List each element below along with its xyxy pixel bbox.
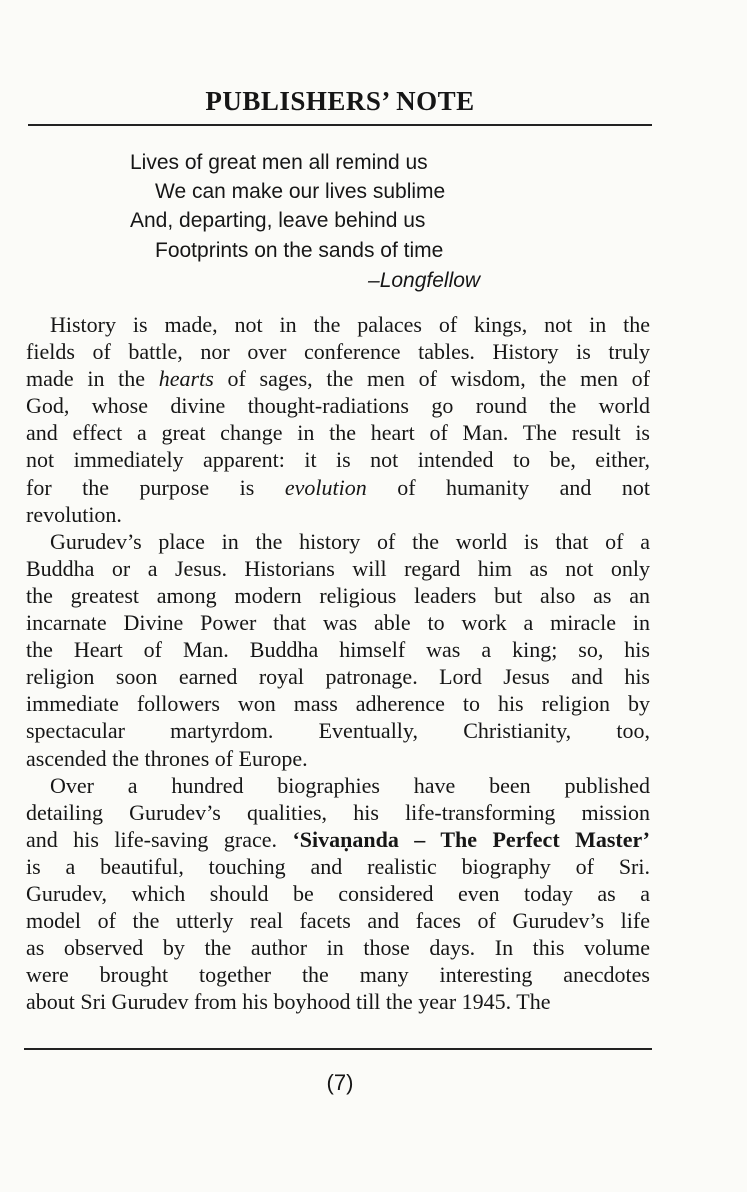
text-line: spectacular martyrdom. Eventually, Christianity, too, <box>26 718 650 744</box>
text-line: immediate followers won mass adherence to his religion by <box>26 691 650 717</box>
text-line: revolution. <box>26 501 122 527</box>
text-line: religion soon earned royal patronage. Lord Jesus and his <box>26 664 650 690</box>
text-line: History is made, not in the palaces of kings, not in the <box>50 312 650 337</box>
attribution-name: Longfellow <box>379 269 481 292</box>
text-line: the greatest among modern religious leaders but also as an <box>26 582 650 608</box>
footer-rule <box>24 1048 652 1050</box>
paragraph <box>26 772 650 1016</box>
page-number: (7) <box>326 1070 354 1095</box>
text-line: made in the hearts of sages, the men of wisdom, the men of <box>26 366 651 392</box>
poem-line: Lives of great men all remind us <box>130 151 428 174</box>
text-line: detailing Gurudev’s qualities, his life-transforming mission <box>26 799 650 825</box>
poem-line: Footprints on the sands of time <box>155 239 444 262</box>
paragraph <box>26 528 650 772</box>
body-text <box>26 311 650 1015</box>
text-line: and effect a great change in the heart of Man. The result is <box>26 420 650 446</box>
text-line: and his life-saving grace. ‘Sivaṇanda – The Perfect Master’ <box>26 826 650 852</box>
text-line: model of the utterly real facets and faces of Gurudev’s life <box>26 908 650 934</box>
text-line: for the purpose is evolution of humanity and not <box>26 474 650 500</box>
poem-attribution <box>368 266 480 296</box>
text-line: as observed by the author in those days. In this volume <box>26 935 650 961</box>
paragraph <box>26 311 650 528</box>
poem-line: We can make our lives sublime <box>155 180 446 203</box>
text-line: Over a hundred biographies have been published <box>50 772 650 798</box>
text-line: about Sri Gurudev from his boyhood till the year 1945. The <box>26 989 551 1015</box>
text-line: is a beautiful, touching and realistic biography of Sri. <box>26 853 650 879</box>
text-line: Gurudev’s place in the history of the world is that of a <box>50 528 650 554</box>
poem-line: And, departing, leave behind us <box>130 209 426 232</box>
emphasized-word: hearts <box>158 366 214 392</box>
text-line: incarnate Divine Power that was able to work a miracle in <box>26 610 650 636</box>
text-line: God, whose divine thought-radiations go round the world <box>26 393 650 419</box>
text-line: were brought together the many interesting anecdotes <box>26 962 650 988</box>
emphasized-word: evolution <box>284 474 367 500</box>
text-line: the Heart of Man. Buddha himself was a king; so, his <box>26 637 650 663</box>
book-title: ‘Sivaṇanda – The Perfect Master’ <box>292 826 650 852</box>
text-line: fields of battle, nor over conference tables. History is truly <box>26 339 650 365</box>
text-line: not immediately apparent: it is not intended to be, either, <box>26 447 650 473</box>
attribution-dash: – <box>368 269 380 292</box>
title-rule <box>28 124 652 126</box>
text-line: ascended the thrones of Europe. <box>26 745 308 771</box>
text-line: Gurudev, which should be considered even today as a <box>26 880 650 906</box>
page-title: PUBLISHERS’ NOTE <box>205 86 475 116</box>
text-line: Buddha or a Jesus. Historians will regard him as not only <box>26 555 650 581</box>
show-through-texture <box>40 40 740 66</box>
